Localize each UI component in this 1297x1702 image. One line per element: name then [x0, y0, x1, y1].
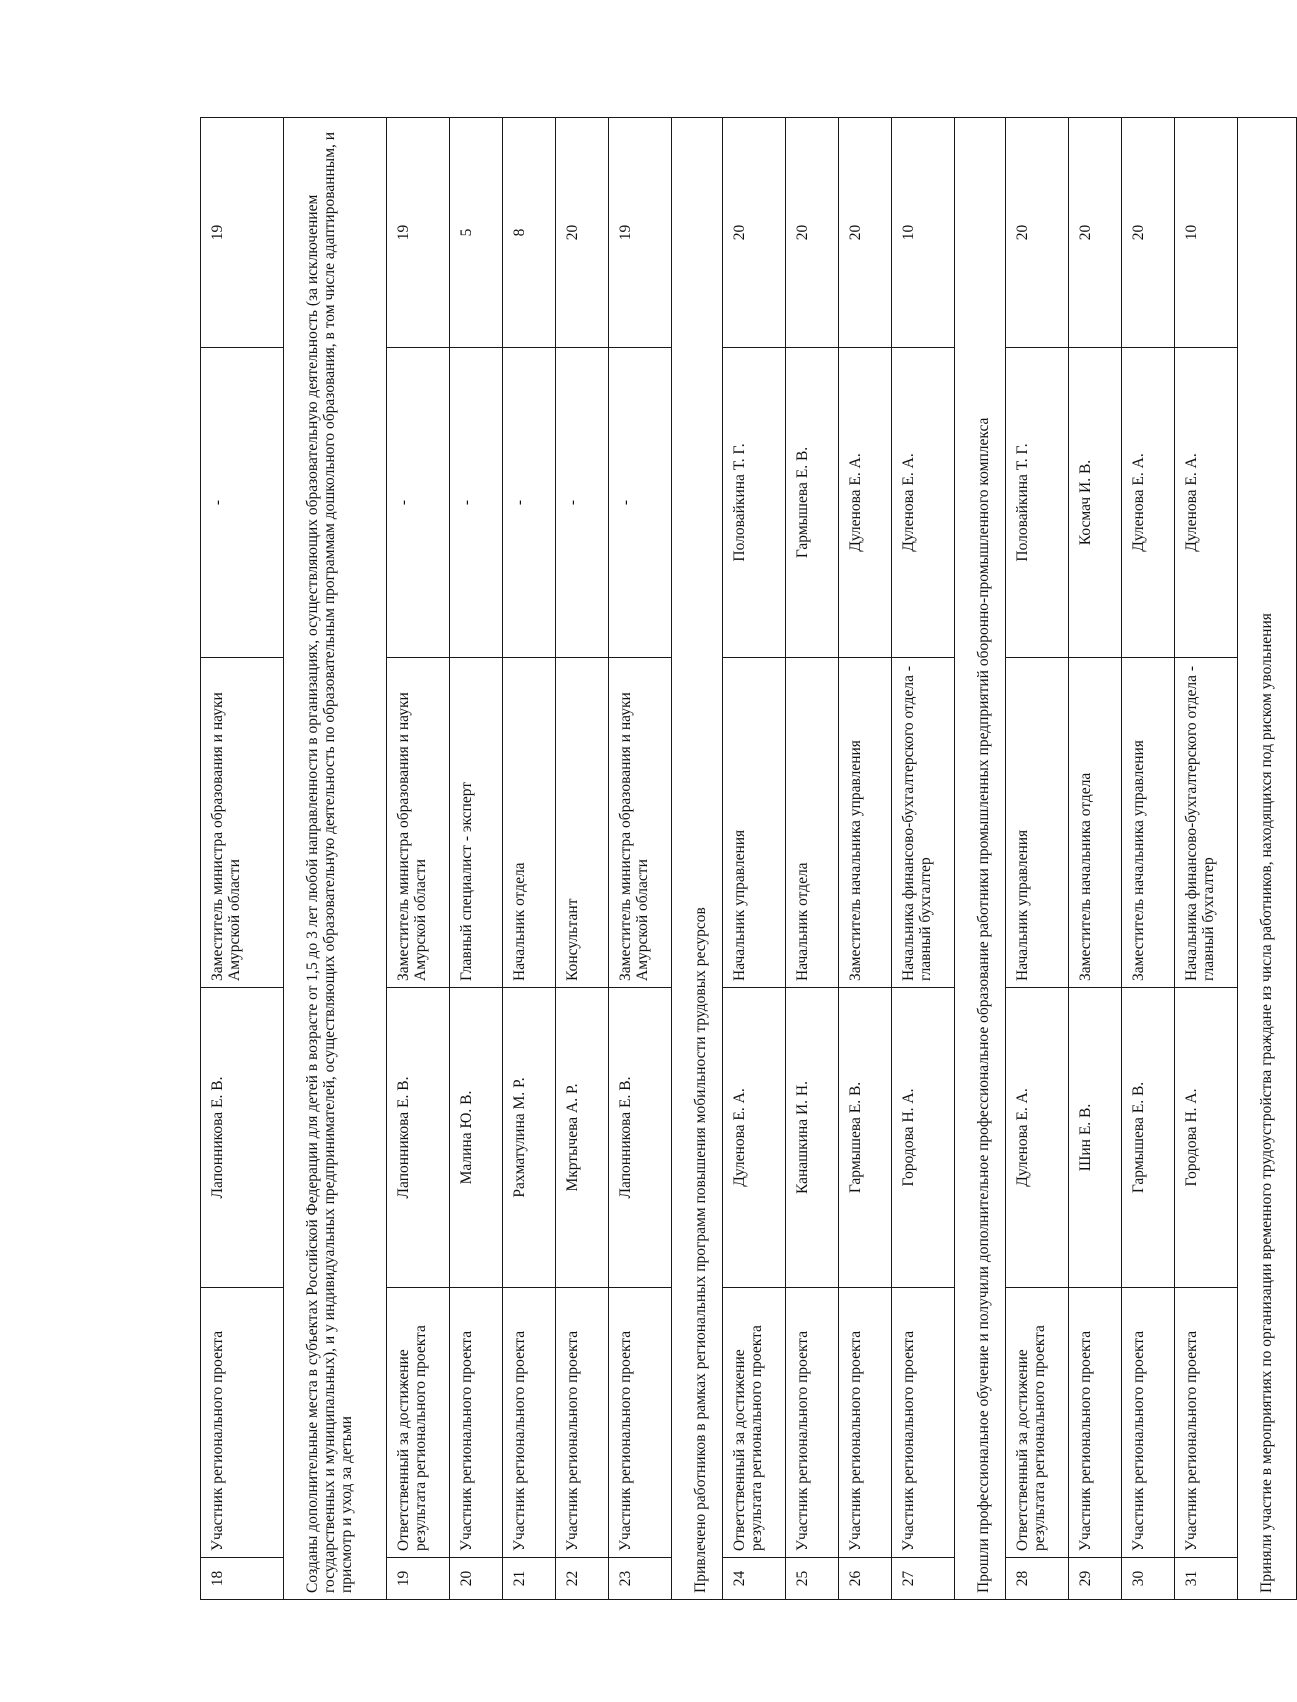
section-heading-1: Созданы дополнительные места в субъектах Российской Федерации для детей в возрасте от 1,5 до 3 лет любой направленности в организациях, осуществляющих образовательную деятельность (за исключением государственных и муниципальных), и у индивидуальных предпринимателей, осуществляющих образовательную деятельность по образовательным программам дошкольного образования, в том числе адаптированным, и присмотр и уход за детьми — [296, 118, 387, 1600]
role-cell: Участник регионального проекта — [1175, 1288, 1238, 1558]
position-cell: Консультант — [556, 658, 609, 988]
role-cell: Ответственный за достижение результата регионального проекта — [387, 1288, 450, 1558]
position-cell: Заместитель министра образования и науки Амурской области — [609, 658, 672, 988]
spacer-cell — [955, 118, 968, 1600]
role-cell: Участник регионального проекта — [556, 1288, 609, 1558]
role-cell: Участник регионального проекта — [609, 1288, 672, 1558]
load-cell: 10 — [892, 118, 955, 348]
name-cell: Дуленова Е. А. — [1006, 988, 1069, 1288]
spacer-row — [955, 118, 968, 1600]
table-row — [1069, 118, 1122, 1600]
load-cell: 19 — [609, 118, 672, 348]
document-sheet — [200, 118, 1275, 1600]
load-cell: 20 — [1122, 118, 1175, 348]
role-cell: Участник регионального проекта — [450, 1288, 503, 1558]
load-cell: 20 — [1006, 118, 1069, 348]
row-number: 28 — [1006, 1558, 1069, 1600]
table-row — [1006, 118, 1069, 1600]
section-row — [296, 118, 387, 1600]
section-row — [1250, 118, 1297, 1600]
load-cell: 20 — [723, 118, 786, 348]
spacer-row — [284, 118, 297, 1600]
load-cell: 19 — [201, 118, 284, 348]
section-heading-2: Привлечено работников в рамках региональных программ повышения мобильности трудовых ресурсов — [684, 118, 723, 1600]
position-cell: Начальник управления — [1006, 658, 1069, 988]
name-cell: Мкртычева А. Р. — [556, 988, 609, 1288]
position-cell: Начальника финансово-бухгалтерского отдела - главный бухгалтер — [1175, 658, 1238, 988]
project-team-table — [200, 117, 1297, 1600]
table-row — [556, 118, 609, 1600]
table-row — [503, 118, 556, 1600]
role-cell: Участник регионального проекта — [786, 1288, 839, 1558]
table-row — [1175, 118, 1238, 1600]
role-cell: Участник регионального проекта — [892, 1288, 955, 1558]
section-heading-4: Приняли участие в мероприятиях по организации временного трудоустройства граждане из числа работников, находящихся под риском увольнения — [1250, 118, 1297, 1600]
name-cell: Гармышева Е. В. — [1122, 988, 1175, 1288]
position-cell: Заместитель министра образования и науки Амурской области — [387, 658, 450, 988]
role-cell: Участник регионального проекта — [1069, 1288, 1122, 1558]
spacer-cell — [672, 118, 685, 1600]
row-number: 26 — [839, 1558, 892, 1600]
row-number: 25 — [786, 1558, 839, 1600]
name-cell: Дуленова Е. А. — [723, 988, 786, 1288]
table-row — [609, 118, 672, 1600]
curator-cell: - — [201, 348, 284, 658]
curator-cell: Дуленова Е. А. — [839, 348, 892, 658]
table-row — [786, 118, 839, 1600]
load-cell: 19 — [387, 118, 450, 348]
row-number: 19 — [387, 1558, 450, 1600]
row-number: 23 — [609, 1558, 672, 1600]
load-cell: 20 — [556, 118, 609, 348]
position-cell: Заместитель министра образования и науки Амурской области — [201, 658, 284, 988]
role-cell: Участник регионального проекта — [1122, 1288, 1175, 1558]
spacer-row — [1238, 118, 1251, 1600]
name-cell: Городова Н. А. — [1175, 988, 1238, 1288]
name-cell: Шин Е. В. — [1069, 988, 1122, 1288]
name-cell: Малина Ю. В. — [450, 988, 503, 1288]
curator-cell: - — [609, 348, 672, 658]
role-cell: Участник регионального проекта — [503, 1288, 556, 1558]
name-cell: Городова Н. А. — [892, 988, 955, 1288]
load-cell: 20 — [1069, 118, 1122, 348]
position-cell: Заместитель начальника отдела — [1069, 658, 1122, 988]
position-cell: Начальник отдела — [786, 658, 839, 988]
load-cell: 20 — [786, 118, 839, 348]
curator-cell: - — [503, 348, 556, 658]
load-cell: 10 — [1175, 118, 1238, 348]
curator-cell: Дуленова Е. А. — [1122, 348, 1175, 658]
spacer-cell — [1238, 118, 1251, 1600]
position-cell: Заместитель начальника управления — [1122, 658, 1175, 988]
table-row — [201, 118, 284, 1600]
name-cell: Лапонникова Е. В. — [609, 988, 672, 1288]
name-cell: Рахматулина М. Р. — [503, 988, 556, 1288]
role-cell: Ответственный за достижение результата регионального проекта — [1006, 1288, 1069, 1558]
load-cell: 20 — [839, 118, 892, 348]
row-number: 30 — [1122, 1558, 1175, 1600]
curator-cell: Гармышева Е. В. — [786, 348, 839, 658]
name-cell: Лапонникова Е. В. — [387, 988, 450, 1288]
table-row — [387, 118, 450, 1600]
position-cell: Главный специалист - эксперт — [450, 658, 503, 988]
load-cell: 5 — [450, 118, 503, 348]
position-cell: Начальника финансово-бухгалтерского отдела - главный бухгалтер — [892, 658, 955, 988]
load-cell: 8 — [503, 118, 556, 348]
curator-cell: Половайкина Т. Г. — [1006, 348, 1069, 658]
row-number: 20 — [450, 1558, 503, 1600]
section-row — [967, 118, 1006, 1600]
name-cell: Гармышева Е. В. — [839, 988, 892, 1288]
row-number: 18 — [201, 1558, 284, 1600]
table-body — [201, 118, 1297, 1600]
spacer-row — [672, 118, 685, 1600]
row-number: 29 — [1069, 1558, 1122, 1600]
position-cell: Начальник отдела — [503, 658, 556, 988]
curator-cell: Дуленова Е. А. — [892, 348, 955, 658]
section-row — [684, 118, 723, 1600]
row-number: 27 — [892, 1558, 955, 1600]
position-cell: Заместитель начальника управления — [839, 658, 892, 988]
curator-cell: Дуленова Е. А. — [1175, 348, 1238, 658]
table-row — [450, 118, 503, 1600]
curator-cell: - — [556, 348, 609, 658]
name-cell: Лапонникова Е. В. — [201, 988, 284, 1288]
table-row — [723, 118, 786, 1600]
role-cell: Участник регионального проекта — [839, 1288, 892, 1558]
row-number: 24 — [723, 1558, 786, 1600]
row-number: 31 — [1175, 1558, 1238, 1600]
table-row — [892, 118, 955, 1600]
curator-cell: Половайкина Т. Г. — [723, 348, 786, 658]
role-cell: Ответственный за достижение результата регионального проекта — [723, 1288, 786, 1558]
name-cell: Канашкина И. Н. — [786, 988, 839, 1288]
curator-cell: - — [450, 348, 503, 658]
section-heading-3: Прошли профессиональное обучение и получили дополнительное профессиональное образование работники промышленных предприятий оборонно-промышленного комплекса — [967, 118, 1006, 1600]
curator-cell: - — [387, 348, 450, 658]
role-cell: Участник регионального проекта — [201, 1288, 284, 1558]
curator-cell: Космач И. В. — [1069, 348, 1122, 658]
table-row — [839, 118, 892, 1600]
table-row — [1122, 118, 1175, 1600]
row-number: 22 — [556, 1558, 609, 1600]
position-cell: Начальник управления — [723, 658, 786, 988]
row-number: 21 — [503, 1558, 556, 1600]
